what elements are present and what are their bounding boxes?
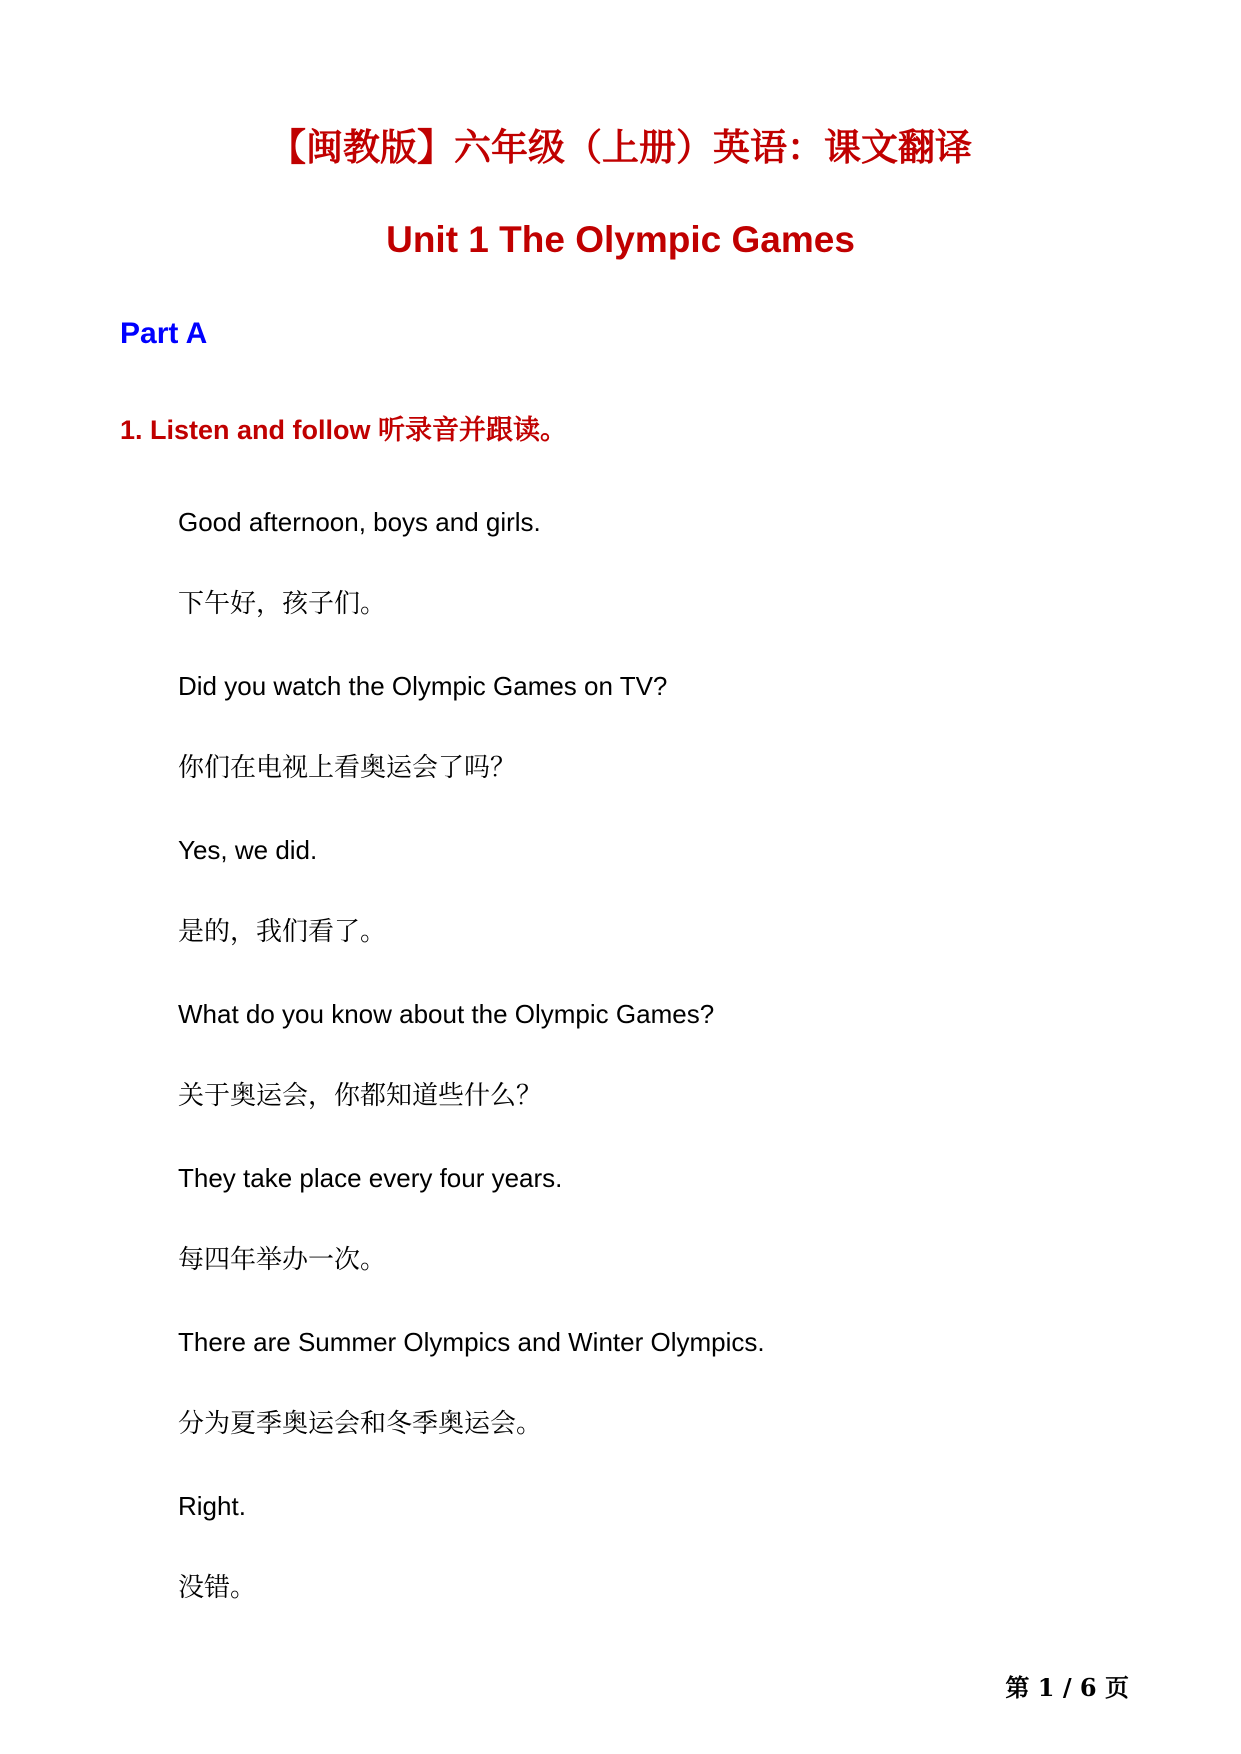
dialogue-line-zh: 每四年举办一次。 [178,1245,387,1275]
section-title: 1. Listen and follow 听录音并跟读。 [120,415,568,445]
dialogue-line-en: They take place every four years. [178,1163,563,1193]
dialogue-line-en: What do you know about the Olympic Games? [178,999,715,1029]
page-number: 第 1 / 6 页 [1005,1673,1129,1702]
dialogue-line-en: Right. [178,1491,246,1521]
dialogue-line-zh: 你们在电视上看奥运会了吗？ [178,753,517,783]
dialogue-line-zh: 分为夏季奥运会和冬季奥运会。 [178,1409,543,1439]
dialogue-line-zh: 下午好，孩子们。 [178,589,387,619]
dialogue-line-en: There are Summer Olympics and Winter Olympics. [178,1327,765,1357]
dialogue-line-zh: 是的，我们看了。 [178,917,387,947]
document-title: 【闽教版】六年级（上册）英语：课文翻译 [269,127,972,168]
dialogue-lines [178,500,1178,1648]
dialogue-line-en: Did you watch the Olympic Games on TV? [178,671,668,701]
part-title: Part A [120,317,208,350]
dialogue-line-en: Yes, we did. [178,835,318,865]
dialogue-line-zh: 关于奥运会，你都知道些什么？ [178,1081,543,1111]
dialogue-line-zh: 没错。 [178,1573,257,1603]
dialogue-line-en: Good afternoon, boys and girls. [178,507,541,537]
unit-title: Unit 1 The Olympic Games [386,219,855,260]
